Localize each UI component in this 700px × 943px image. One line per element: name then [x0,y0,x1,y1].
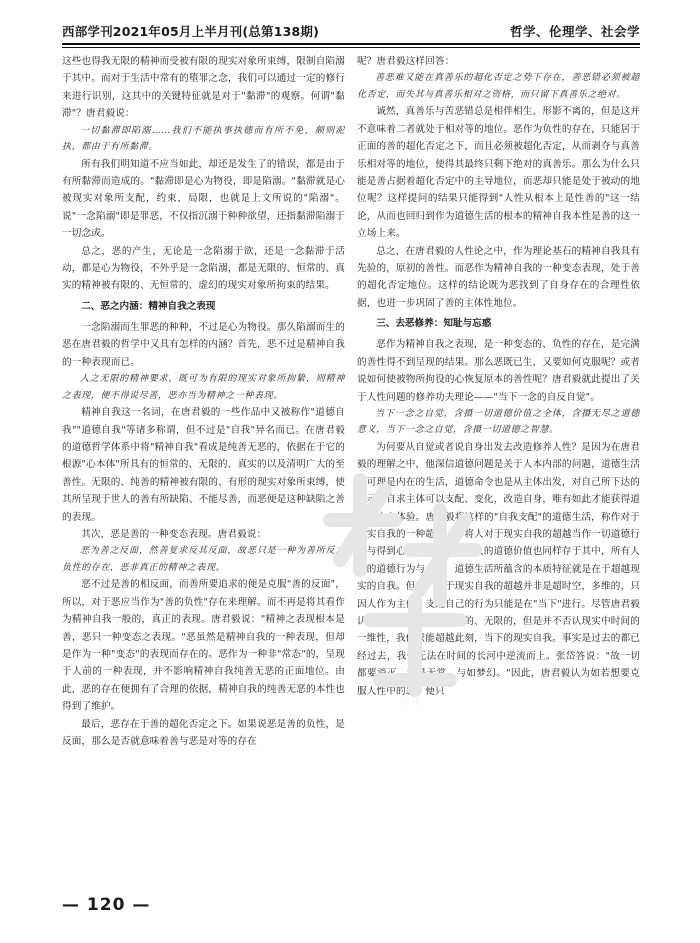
block-quote: 善恶难又能在真善乐的超化否定之势下存在，善恶错必须被超化否定，而失其与真善乐相对之资格，而只留下真善乐之绝对。 [357,73,640,100]
body-paragraph: 恶不过是善的相反面，而善所要追求的便是克服"善的反面"，所以，对于恶应当作为"善的负性"存在来理解。而不再是将其看作为精神自我一般的，真正的表现。唐君毅说："精神之表现根本是善，恶只一种变态之表现。"恶虽然是精神自我的一种表现，但却是作为一种"变态"的表现而存在的。恶作为一种非"常态"的，呈现于人前的一种表现，并不影响精神自我纯善无恶的正面地位。由此，恶的存在便拥有了合理的依据，精神自我的纯善无恶的本性也得到了维护。 [62,579,345,713]
body-paragraph: 总之，恶的产生，无论是一念陷溺于欲，还是一念黏滞于活动，都是心为物役，不外乎是一念陷溺，都是无限的、恒常的、真实的精神被有限的、无恒常的、虚幻的现实对象所拘束的结果。 [62,245,345,292]
body-paragraph: 诚然，真善乐与苦恶错总是相伴相生、形影不离的，但是这并不意味着二者就处于相对等的地位。恶作为负性的存在，只能居于正面的善的超化否定之下，而且必须被超化否定，从而剥夺与真善乐相对等的地位，使得其最终只剩下绝对的真善乐。那么为什么只能是善占据着超化否定中的主导地位，而恶却只能是处于被动的地位呢？这样提问的结果只能得到"人性从根本上是性善的"这一结论，从而也回归到作为道德生活的根本的精神自我本性是善的这一立场上来。 [357,106,640,240]
block-quote: 一切黏滞即陷溺……我们不能执事执德而有所不免，颇则泥执，都由于有所黏滞。 [62,125,345,153]
body-paragraph: 为何要从自觉或者说自身出发去改造修养人性？是因为在唐君毅的理解之中，他深信道德问题是关于人本内部的问题，道德生活也可理是内在的生活，道德命令也是从主体出发，对自己所下达的指示。自求主体可以支配、变化，改造自身，唯有如此才能获得道德意志之体验。唐君毅将这样的"自我支配"的道德生活，称作对于现实自我的一种超越，并将人对于现实自我的超越当作一切道德行为与得到心理的共性特征。人的道德价值也同样存于其中，所有人类的道德行为与心理，道德生活所蕴含的本质特征就是在于超越现实的自我。但是，对于现实自我的超越并非是超时空，多维的，只因人作为主体，支配自己的行为只能是在"当下"进行。尽管唐君毅认为人的精神本质是恒常的、无限的，但是并不否认现实中时间的一维性，我们只能超越此刻，当下的现实自我。事实是过去的都已经过去，我们无法在时间的长河中逆流而上。张岱答说："故一切都要消灭，都是无常，与如梦幻。"因此，唐君毅认为如若想要克服人性中的恶，便只 [357,441,640,697]
block-quote: 当下一念之自觉，含摄一切道德价值之全体，含摄无尽之道德意义，当下一念之自觉，含摄一切道德之智慧。 [357,408,640,436]
running-header [62,18,640,40]
body-paragraph: 恶作为精神自我之表现，是一种变态的、负性的存在，是完满的善性得不到呈现的结果。那么恶既已生，又要如何克服呢？或者说如何使被物所拘役的心恢复原本的善性呢？唐君毅就此提出了关于人性问题的修养功夫理论——"当下一念的自反自觉"。 [357,339,640,403]
body-paragraph: 所有我们明知道不应当如此，却还是发生了的错误，都是由于有所黏滞而造成的。"黏滞即是心为物役，即是陷溺。"黏滞就是心被现实对象所支配，约束，局限，也就是上文所说的"陷溺"。说"一念陷溺"即是罪恶，不仅指沉溺于种种欲望，还指黏滞陷溺于一切念或。 [62,158,345,240]
body-paragraph: 一念陷溺而生罪恶的种种，不过是心为物役。那久陷溺而生的恶在唐君毅的哲学中又具有怎样的内涵？首先，恶不过是精神自我的一种表现而已。 [62,321,345,368]
header-rule-thin [62,47,640,48]
block-quote: 人之无限的精神要求，既可为有限的现实对象所拘絷，则精神之表现，便不得说尽善，恶亦当为精神之一种表现。 [62,374,345,401]
page-number: — 120 — [62,895,151,915]
watermark-text: 学刊 [400,697,420,708]
journal-issue-title: 西部学刊2021年05月上半月刊(总第138期) [62,24,320,39]
body-paragraph: 最后，恶存在于善的超化否定之下。如果说恶是善的负性，是反面，那么是否就意味着善与恶是对等的存在 [62,718,345,747]
right-text-column [357,53,640,881]
body-paragraph: 总之，在唐君毅的人性论之中，作为理论基石的精神自我具有先验的，原初的善性。而恶作为精神自我的一种变态表现，处于善的超化否定地位。这样的结论既为恶找到了自身存在的合理性依据，也进一步巩固了善的主体性地位。 [357,245,640,309]
section-heading: 三、去恶修养：知耻与忘惑 [376,318,492,330]
body-paragraph: 这些也得我无限的精神而受被有限的现实对象所束缚，限制自陷溺于其中。而对于生活中常有的堕罪之念，我们可以通过一定的修行来进行识别，这其中的关键特征就是对于"黏滞"的观察。何谓"黏滞"？唐君毅说： [62,56,345,120]
left-text-column [62,53,345,881]
body-paragraph: 其次，恶是善的一种变态表现。唐君毅说： [81,528,267,540]
section-heading: 二、恶之内涵：精神自我之表现 [81,300,216,312]
body-paragraph: 精神自我这一名词，在唐君毅的一些作品中又被称作"道德自我""道德自我"等诸多称谓，但不过是"自我"异名而已。在唐君毅的道德哲学体系中将"精神自我"看成是纯善无恶的，依据在于它的根源"心本体"所具有的恒常的、无限的、真实的以及清明广大的至善性。无限的、纯善的精神被有限的、有形的现实对象所束缚，使其所呈现于世人的善有所缺陷、不能尽善，而恶便是这种缺陷之善的表现。 [62,407,345,523]
block-quote: 恶为善之反面，然善复求反其反面，故恶只是一种为善所反之负性的存在，恶非真正的精神之表现。 [62,546,345,573]
body-paragraph: 呢？唐君毅这样回答： [357,56,455,67]
header-rule-thick [62,43,640,45]
section-category: 哲学、伦理学、社会学 [509,24,640,39]
